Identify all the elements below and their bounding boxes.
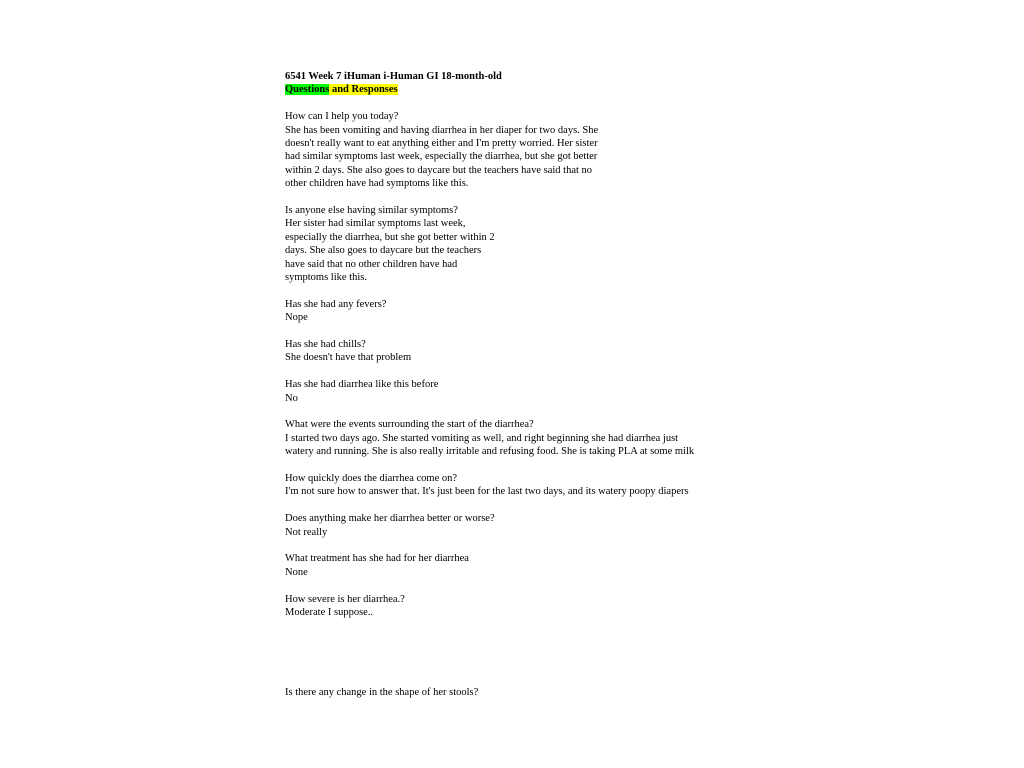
trailing-question: Is there any change in the shape of her stools? xyxy=(285,687,479,699)
question-text: Has she had diarrhea like this before xyxy=(285,379,439,391)
document-title: 6541 Week 7 iHuman i-Human GI 18-month-old xyxy=(285,71,502,82)
answer-line: Her sister had similar symptoms last week, xyxy=(285,218,466,230)
answer-line: doesn't really want to eat anything either and I'm pretty worried. Her sister xyxy=(285,138,598,150)
question-text: Is anyone else having similar symptoms? xyxy=(285,205,458,217)
answer-line: None xyxy=(285,566,308,578)
qa-item xyxy=(285,418,765,458)
question-text: Does anything make her diarrhea better or worse? xyxy=(285,513,495,525)
qa-item xyxy=(285,378,765,405)
question-text: How severe is her diarrhea.? xyxy=(285,593,405,605)
answer-line: have said that no other children have had xyxy=(285,258,458,270)
answer-line: I'm not sure how to answer that. It's just been for the last two days, and its watery poopy diapers xyxy=(285,486,689,498)
answer-line: within 2 days. She also goes to daycare but the teachers have said that no xyxy=(285,164,593,176)
question-text: Has she had any fevers? xyxy=(285,298,387,310)
subtitle-highlight-yellow: and Responses xyxy=(329,84,398,96)
answer-line: had similar symptoms last week, especially the diarrhea, but she got better xyxy=(285,151,598,163)
question-text: What treatment has she had for her diarrhea xyxy=(285,553,469,565)
answer-line: I started two days ago. She started vomiting as well, and right beginning she had diarrhea just xyxy=(285,432,679,444)
question-text: Has she had chills? xyxy=(285,339,366,351)
qa-item xyxy=(285,298,765,325)
qa-item xyxy=(285,338,765,365)
qa-item xyxy=(285,593,765,620)
qa-item xyxy=(285,552,765,579)
qa-item xyxy=(285,472,765,499)
answer-line: watery and running. She is also really irritable and refusing food. She is taking PLA at some milk xyxy=(285,446,695,458)
question-text: How quickly does the diarrhea come on? xyxy=(285,473,458,485)
answer-line: Not really xyxy=(285,526,328,538)
qa-item xyxy=(285,204,765,284)
document-subtitle xyxy=(285,83,765,96)
answer-line: Nope xyxy=(285,312,308,324)
qa-item xyxy=(285,110,765,190)
answer-line: other children have had symptoms like this. xyxy=(285,178,469,190)
qa-list xyxy=(285,110,765,633)
question-text: How can I help you today? xyxy=(285,111,399,123)
answer-line: symptoms like this. xyxy=(285,272,367,284)
answer-line: days. She also goes to daycare but the teachers xyxy=(285,245,482,257)
answer-line: She doesn't have that problem xyxy=(285,352,412,364)
answer-line: She has been vomiting and having diarrhea in her diaper for two days. She xyxy=(285,124,599,136)
answer-line: Moderate I suppose.. xyxy=(285,607,374,619)
document-page xyxy=(285,70,765,700)
answer-line: No xyxy=(285,392,298,404)
qa-item xyxy=(285,512,765,539)
question-text: What were the events surrounding the start of the diarrhea? xyxy=(285,419,534,431)
answer-line: especially the diarrhea, but she got better within 2 xyxy=(285,231,495,243)
subtitle-highlight-green: Questions xyxy=(285,84,330,96)
